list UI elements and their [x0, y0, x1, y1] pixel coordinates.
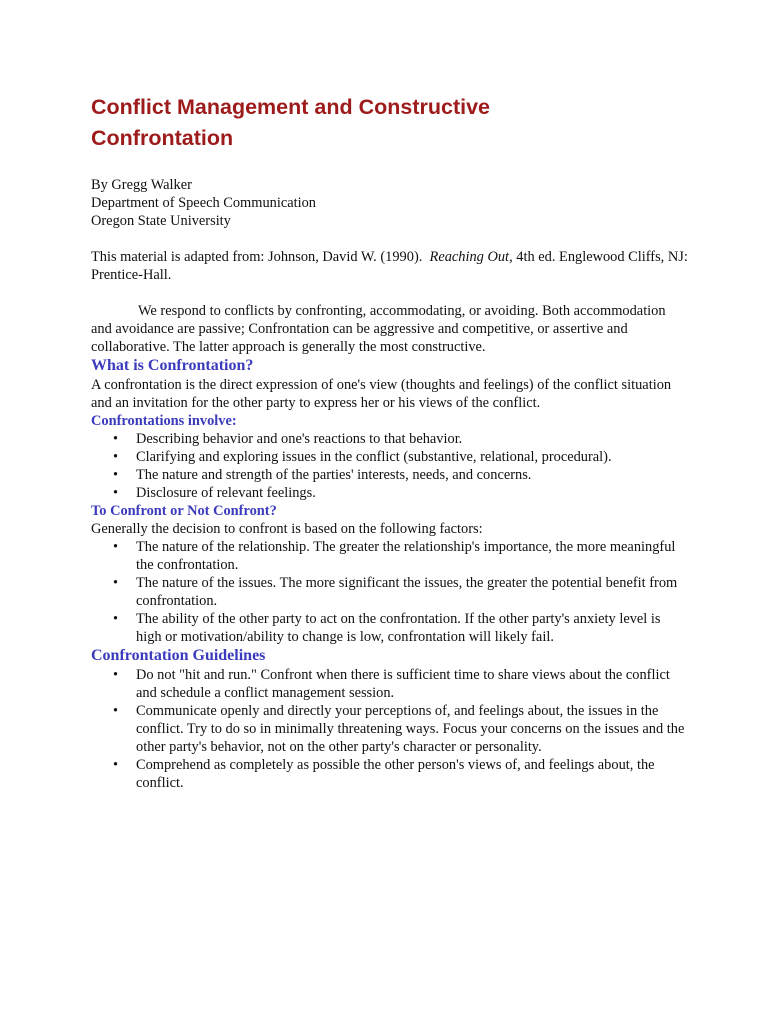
list-item [91, 610, 688, 646]
section-heading-what-is: What is Confrontation? [91, 357, 254, 374]
list-item-text: Describing behavior and one's reactions to that behavior. [136, 431, 463, 447]
guidelines-list [91, 666, 688, 792]
to-confront-body: Generally the decision to confront is based on the following factors: [91, 521, 483, 537]
citation-suffix: , 4th ed. Englewood Cliffs, NJ: Prentice-Hall. [91, 249, 688, 283]
bullet-icon: • [113, 611, 119, 627]
bullet-icon: • [113, 539, 119, 555]
list-item-text: Communicate openly and directly your perceptions of, and feelings about, the issues in the conflict. Try to do so in minimally threatening ways. Focus your concerns on the issues and the other party's behavior, not on the other party's character or personality. [136, 703, 685, 755]
bullet-icon: • [113, 485, 119, 501]
university: Oregon State University [91, 213, 231, 229]
intro-paragraph: We respond to conflicts by confronting, accommodating, or avoiding. Both accommodation and avoidance are passive; Confrontation can be aggressive and competitive, or assertive and collaborative. The latter approach is generally the most constructive. [91, 303, 666, 355]
factors-list [91, 538, 688, 646]
list-item [91, 574, 688, 610]
document-title: Conflict Management and Constructive Confrontation [91, 95, 490, 150]
bullet-icon: • [113, 431, 119, 447]
bullet-icon: • [113, 667, 119, 683]
involve-list [91, 430, 688, 502]
department: Department of Speech Communication [91, 195, 316, 211]
list-item [91, 484, 688, 502]
list-item [91, 538, 688, 574]
list-item [91, 702, 688, 756]
byline [91, 176, 688, 230]
bullet-icon: • [113, 703, 119, 719]
list-item-text: Do not "hit and run." Confront when there is sufficient time to share views about the conflict and schedule a conflict management session. [136, 667, 670, 701]
section-heading-guidelines: Confrontation Guidelines [91, 647, 266, 664]
list-item-text: Clarifying and exploring issues in the conflict (substantive, relational, procedural). [136, 449, 612, 465]
section-heading-to-confront: To Confront or Not Confront? [91, 503, 277, 519]
source-citation [91, 248, 688, 284]
what-is-body: A confrontation is the direct expression of one's view (thoughts and feelings) of the conflict situation and an invitation for the other party to express her or his views of the conflict. [91, 377, 672, 411]
list-item [91, 430, 688, 448]
list-item-text: Disclosure of relevant feelings. [136, 485, 316, 501]
citation-prefix: This material is adapted from: Johnson, David W. (1990). [91, 249, 423, 265]
list-item [91, 756, 688, 792]
list-item-text: The nature and strength of the parties' interests, needs, and concerns. [136, 467, 532, 483]
section-heading-involve: Confrontations involve: [91, 413, 237, 429]
bullet-icon: • [113, 467, 119, 483]
list-item-text: Comprehend as completely as possible the other person's views of, and feelings about, the conflict. [136, 757, 655, 791]
list-item-text: The nature of the relationship. The greater the relationship's importance, the more meaningful the confrontation. [136, 539, 676, 573]
bullet-icon: • [113, 449, 119, 465]
author: By Gregg Walker [91, 177, 192, 193]
book-title: Reaching Out [429, 249, 510, 265]
bullet-icon: • [113, 575, 119, 591]
list-item [91, 666, 688, 702]
list-item-text: The ability of the other party to act on the confrontation. If the other party's anxiety level is high or motivation/ability to change is low, confrontation will likely fail. [136, 611, 661, 645]
list-item [91, 448, 688, 466]
bullet-icon: • [113, 757, 119, 773]
list-item-text: The nature of the issues. The more significant the issues, the greater the potential benefit from confrontation. [136, 575, 678, 609]
list-item [91, 466, 688, 484]
